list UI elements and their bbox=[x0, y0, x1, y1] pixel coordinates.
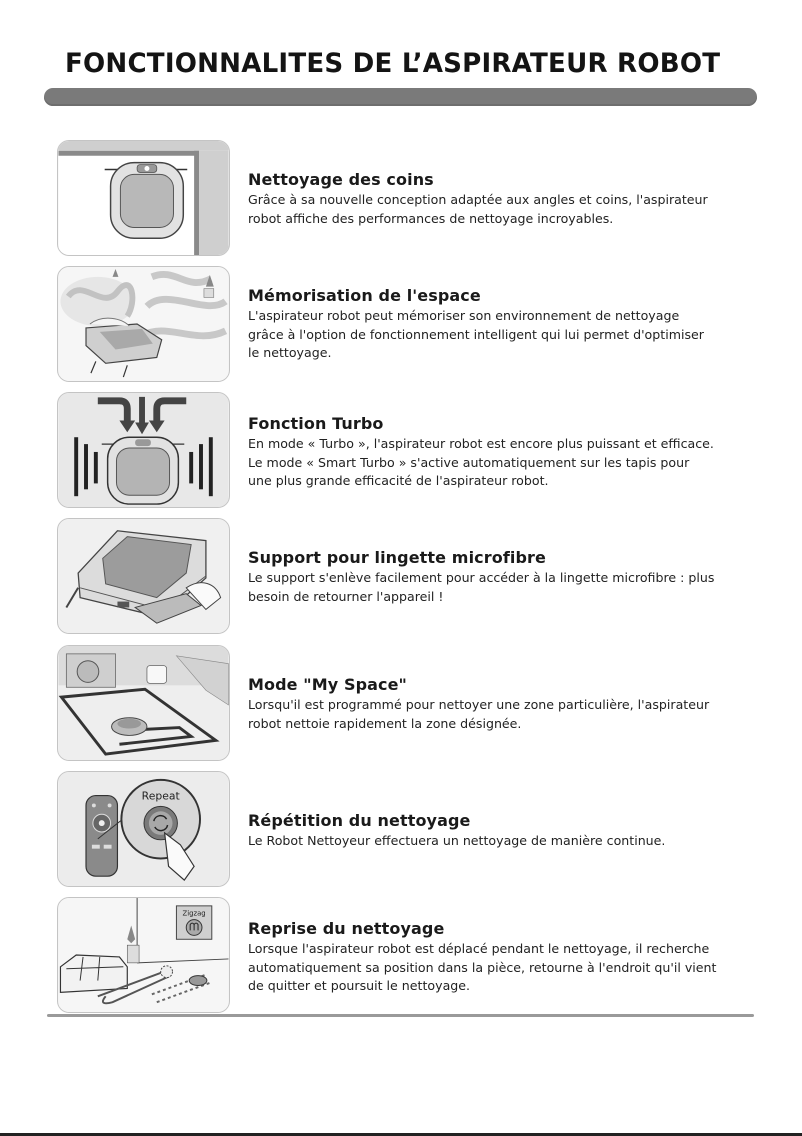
feature-heading: Fonction Turbo bbox=[248, 414, 384, 433]
page-title: FONCTIONNALITES DE L’ASPIRATEUR ROBOT bbox=[65, 48, 721, 79]
turbo-suction-illustration bbox=[57, 392, 230, 508]
feature-heading: Support pour lingette microfibre bbox=[248, 548, 546, 567]
my-space-zone-illustration bbox=[57, 645, 230, 761]
resume-cleaning-illustration bbox=[57, 897, 230, 1013]
feature-description: Grâce à sa nouvelle conception adaptée aux angles et coins, l'aspirateur robot affiche des performances de nettoyage incroyables. bbox=[248, 192, 708, 226]
feature-description: L'aspirateur robot peut mémoriser son environnement de nettoyage grâce à l'option de fonctionnement intelligent qui lui permet d'optimiser le nettoyage. bbox=[248, 308, 704, 360]
microfiber-holder-illustration bbox=[57, 518, 230, 634]
feature-description: Lorsqu'il est programmé pour nettoyer une zone particulière, l'aspirateur robot nettoie rapidement la zone désignée. bbox=[248, 697, 710, 731]
feature-heading: Mémorisation de l'espace bbox=[248, 286, 481, 305]
space-memory-path-illustration bbox=[57, 266, 230, 382]
repeat-remote-illustration bbox=[57, 771, 230, 887]
title-underline-bar bbox=[44, 88, 757, 106]
feature-heading: Reprise du nettoyage bbox=[248, 919, 445, 938]
feature-heading: Mode "My Space" bbox=[248, 675, 407, 694]
robot-in-corner-illustration bbox=[57, 140, 230, 256]
bottom-divider bbox=[47, 1014, 754, 1017]
feature-heading: Nettoyage des coins bbox=[248, 170, 434, 189]
feature-description: Lorsque l'aspirateur robot est déplacé pendant le nettoyage, il recherche automatiquement sa position dans la pièce, retourne à l'endroit qu'il vient de quitter et poursuit le nettoyage. bbox=[248, 941, 717, 993]
svg-text:Zigzag: Zigzag bbox=[182, 909, 206, 918]
feature-description: Le Robot Nettoyeur effectuera un nettoyage de manière continue. bbox=[248, 833, 666, 848]
feature-description: En mode « Turbo », l'aspirateur robot est encore plus puissant et efficace. Le mode « Smart Turbo » s'active automatiquement sur les tapis pour une plus grande efficacité de l'aspirateur robot. bbox=[248, 436, 714, 488]
svg-text:Repeat: Repeat bbox=[141, 789, 180, 803]
feature-description: Le support s'enlève facilement pour accéder à la lingette microfibre : plus besoin de retourner l'appareil ! bbox=[248, 570, 715, 604]
feature-heading: Répétition du nettoyage bbox=[248, 811, 471, 830]
